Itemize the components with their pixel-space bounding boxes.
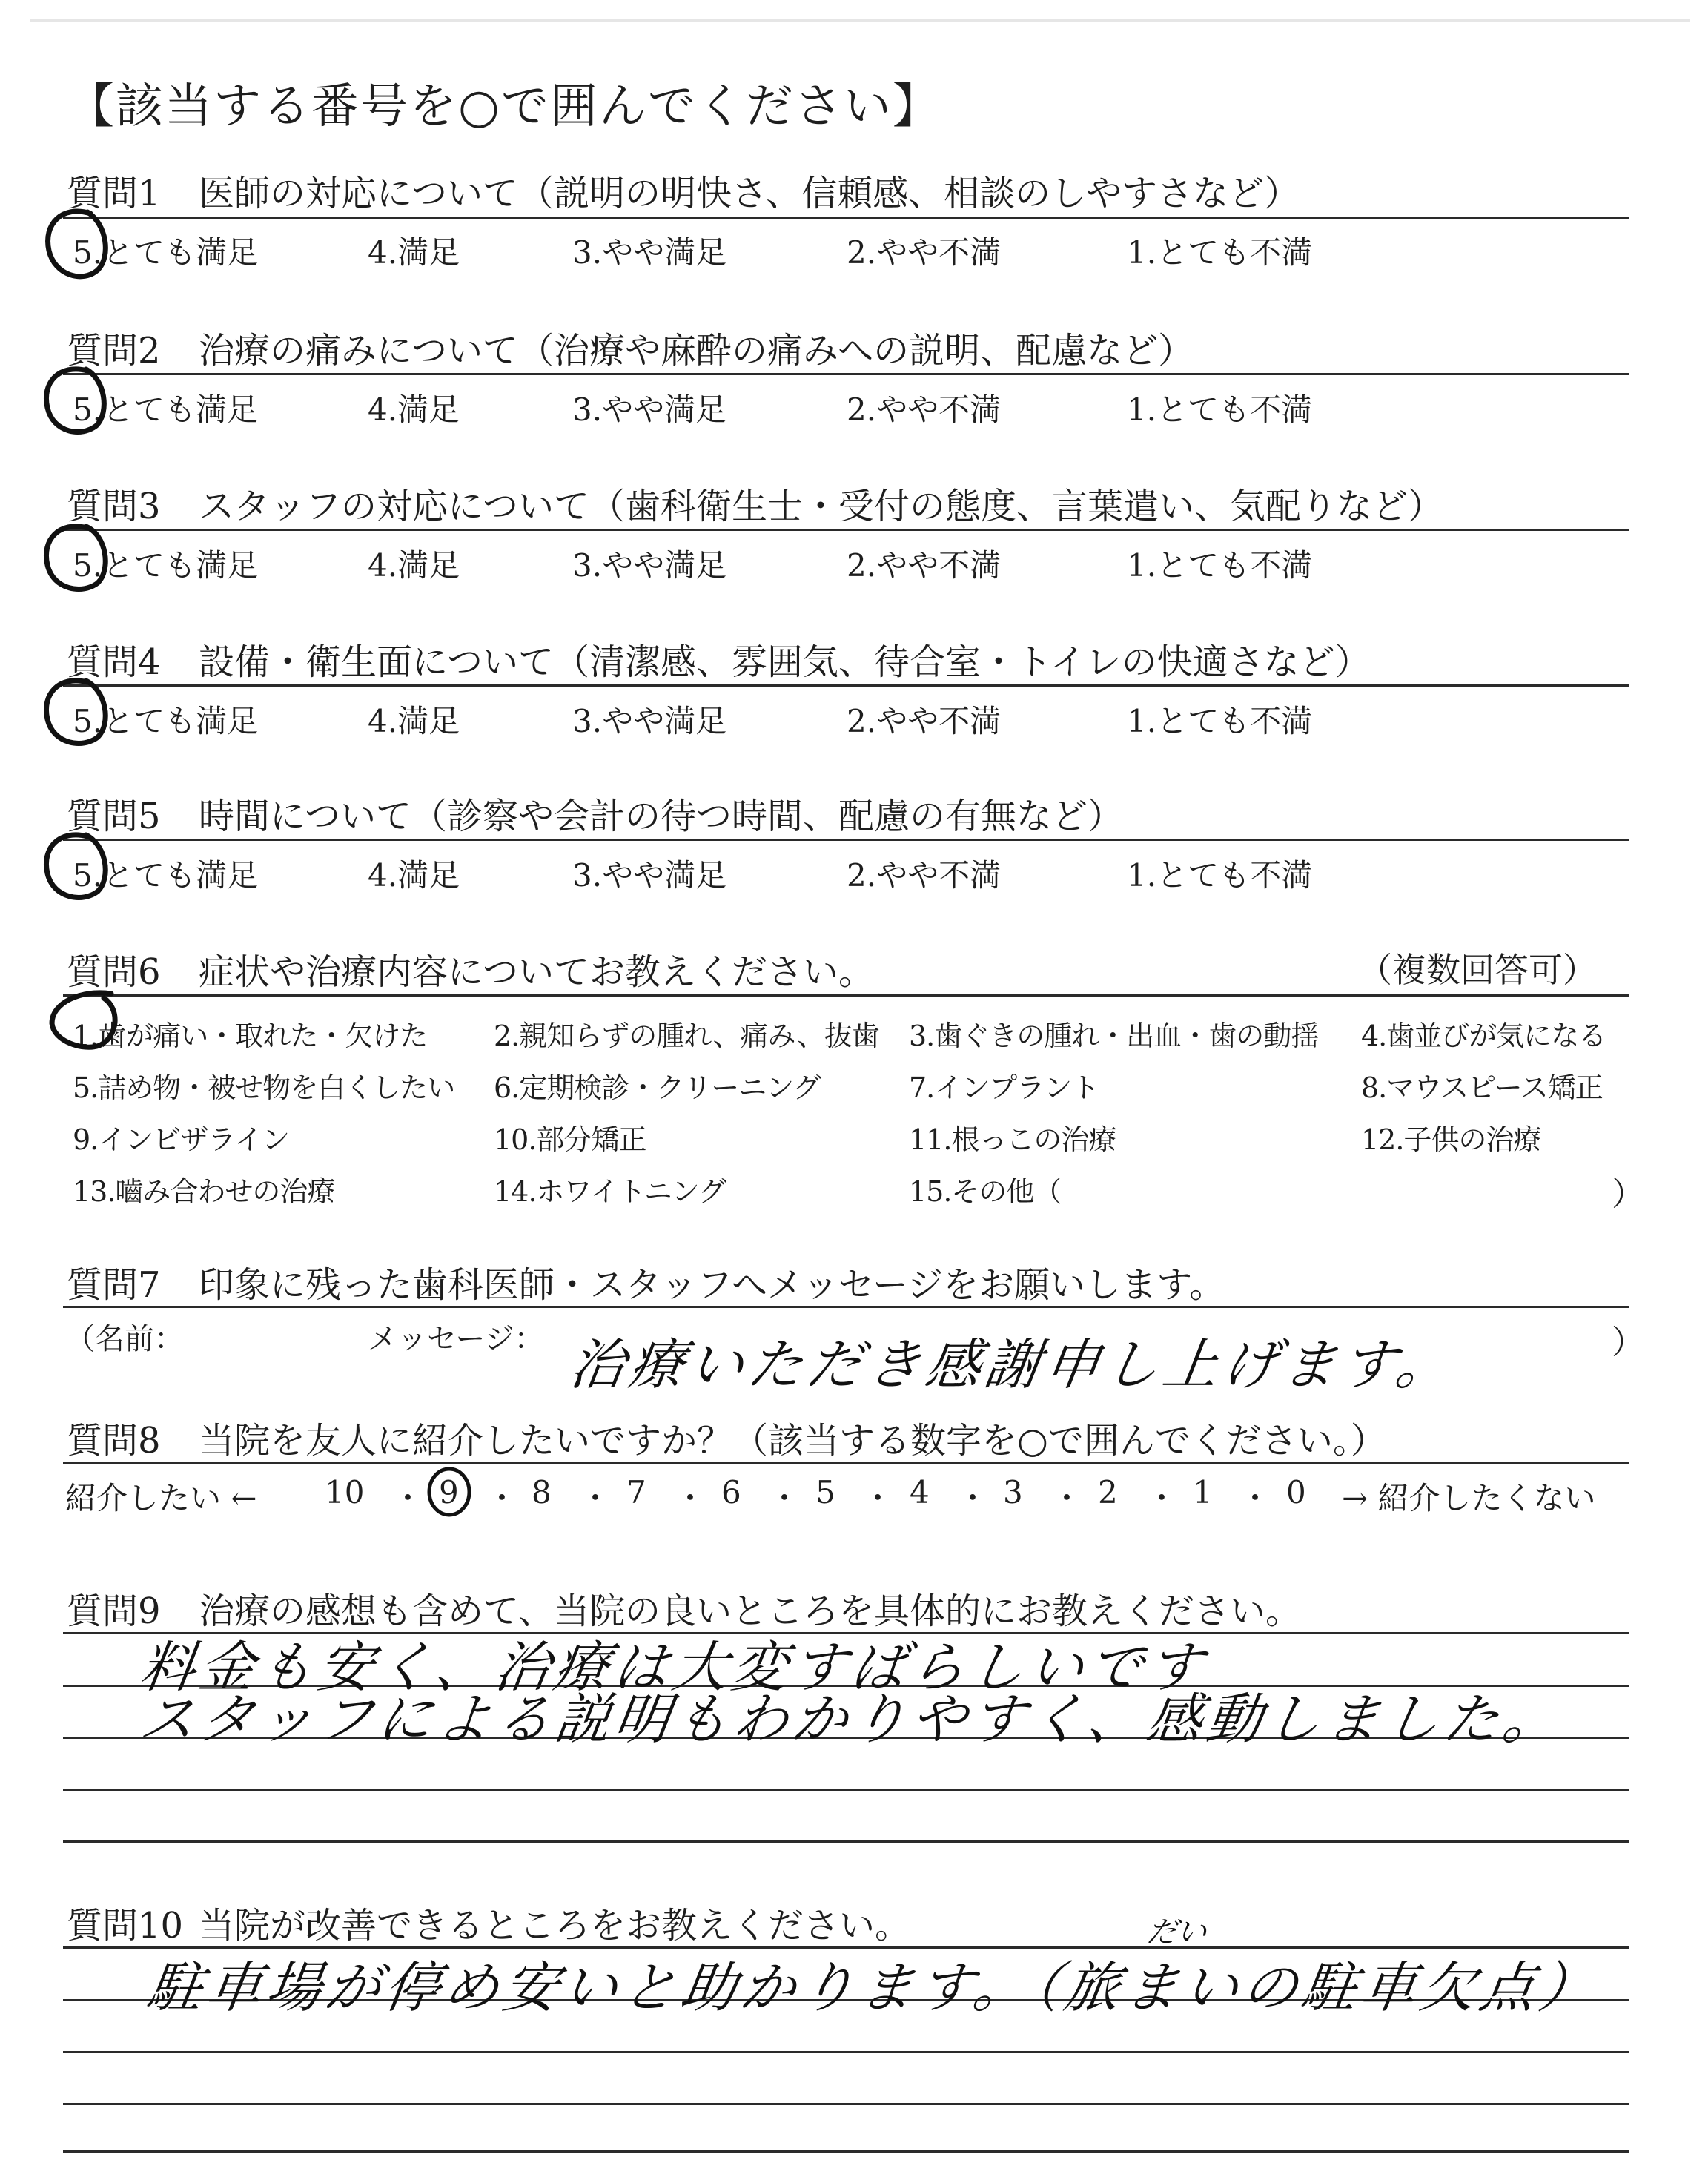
question-5-text: 時間について（診察や会計の待つ時間、配慮の有無など） <box>199 796 1124 837</box>
q3-option-4[interactable]: 4.満足 <box>368 547 460 584</box>
q4-option-5[interactable]: 5.とても満足 <box>73 703 259 739</box>
q8-scale-0[interactable]: 0 <box>1286 1474 1306 1510</box>
question-7-text: 印象に残った歯科医師・スタッフへメッセージをお願いします。 <box>199 1264 1225 1306</box>
q2-option-2[interactable]: 2.やや不満 <box>847 392 1002 428</box>
q8-scale-dot: ・ <box>1239 1480 1271 1516</box>
question-3-text: スタッフの対応について（歯科衛生士・受付の態度、言葉遣い、気配りなど） <box>199 486 1444 527</box>
q1-option-5[interactable]: 5.とても満足 <box>73 234 259 271</box>
question-3-number: 質問3 <box>67 486 161 527</box>
q5-selection-circle <box>46 835 105 898</box>
multiple-answers-note: （複数回答可） <box>1358 950 1597 990</box>
q8-scale-3[interactable]: 3 <box>1003 1474 1023 1510</box>
q6-option-2[interactable]: 2.親知らずの腫れ、痛み、抜歯 <box>494 1020 879 1052</box>
q9-handwritten-line-2[interactable]: スタッフによる説明もわかりやすく、感動しました。 <box>136 1688 1567 1751</box>
form-header: 【該当する番号を○で囲んでください】 <box>67 79 941 134</box>
q8-selection-circle <box>429 1469 469 1515</box>
question-1-text: 医師の対応について（説明の明快さ、信頼感、相談のしやすさなど） <box>199 173 1300 214</box>
q1-option-1[interactable]: 1.とても不満 <box>1127 234 1313 271</box>
q8-scale-2[interactable]: 2 <box>1098 1474 1118 1510</box>
q2-option-3[interactable]: 3.やや満足 <box>572 392 727 428</box>
q6-option-13[interactable]: 13.嚙み合わせの治療 <box>73 1175 335 1208</box>
q6-option-14[interactable]: 14.ホワイトニング <box>494 1175 726 1208</box>
q5-option-3[interactable]: 3.やや満足 <box>572 857 727 894</box>
q6-option-9[interactable]: 9.インビザライン <box>73 1123 290 1156</box>
q6-option-10[interactable]: 10.部分矯正 <box>494 1123 646 1156</box>
q6-option-3[interactable]: 3.歯ぐきの腫れ・出血・歯の動揺 <box>909 1020 1319 1052</box>
question-9-text: 治療の感想も含めて、当院の良いところを具体的にお教えください。 <box>199 1591 1302 1632</box>
q4-option-4[interactable]: 4.満足 <box>368 703 460 739</box>
q6-option-4[interactable]: 4.歯並びが気になる <box>1361 1020 1606 1052</box>
q4-option-2[interactable]: 2.やや不満 <box>847 703 1002 739</box>
question-7-number: 質問7 <box>67 1264 161 1306</box>
question-9-number: 質問9 <box>67 1591 161 1632</box>
q6-selection-circle <box>52 993 115 1047</box>
q6-option-5[interactable]: 5.詰め物・被せ物を白くしたい <box>73 1071 455 1104</box>
q2-option-5[interactable]: 5.とても満足 <box>73 392 259 428</box>
q2-selection-circle <box>46 369 104 432</box>
q3-option-3[interactable]: 3.やや満足 <box>572 547 727 584</box>
question-5-number: 質問5 <box>67 796 161 837</box>
q2-option-1[interactable]: 1.とても不満 <box>1127 392 1313 428</box>
q1-selection-circle <box>48 211 106 277</box>
q8-scale-6[interactable]: 6 <box>721 1474 741 1510</box>
q8-scale-9[interactable]: 9 <box>439 1474 459 1510</box>
q8-scale-dot: ・ <box>486 1480 518 1516</box>
q5-option-5[interactable]: 5.とても満足 <box>73 857 259 894</box>
q8-scale-dot: ・ <box>862 1480 894 1516</box>
q4-option-1[interactable]: 1.とても不満 <box>1127 703 1313 739</box>
question-4-text: 設備・衛生面について（清潔感、雰囲気、待合室・トイレの快適さなど） <box>199 641 1371 683</box>
question-2-text: 治療の痛みについて（治療や麻酔の痛みへの説明、配慮など） <box>199 330 1194 371</box>
q6-option-7[interactable]: 7.インプラント <box>909 1071 1099 1104</box>
q6-option-15[interactable]: 15.その他（ <box>909 1175 1062 1208</box>
question-8-number: 質問8 <box>67 1420 161 1462</box>
question-1-number: 質問1 <box>67 173 161 214</box>
q4-option-3[interactable]: 3.やや満足 <box>572 703 727 739</box>
q10-handwritten-line-1[interactable]: 駐車場が停め安いと助かります。（旅まいの駐車欠点） <box>143 1956 1603 2020</box>
q7-message-label: メッセージ： <box>368 1322 544 1356</box>
q6-option-6[interactable]: 6.定期検診・クリーニング <box>494 1071 821 1104</box>
q1-option-3[interactable]: 3.やや満足 <box>572 234 727 271</box>
q8-scale-4[interactable]: 4 <box>910 1474 930 1510</box>
q8-right-label: → 紹介したくない <box>1342 1480 1596 1516</box>
question-6-text: 症状や治療内容についてお教えください。 <box>199 951 875 993</box>
q5-option-2[interactable]: 2.やや不満 <box>847 857 1002 894</box>
question-10-number: 質問10 <box>67 1905 184 1946</box>
q8-scale-8[interactable]: 8 <box>532 1474 552 1510</box>
q8-scale-dot: ・ <box>675 1480 706 1516</box>
q1-option-2[interactable]: 2.やや不満 <box>847 234 1002 271</box>
question-8-text: 当院を友人に紹介したいですか？（該当する数字を○で囲んでください。） <box>199 1420 1386 1462</box>
q3-option-2[interactable]: 2.やや不満 <box>847 547 1002 584</box>
question-10-text: 当院が改善できるところをお教えください。 <box>199 1905 911 1946</box>
q7-name-label: （名前： <box>65 1322 184 1356</box>
q8-scale-10[interactable]: 10 <box>325 1474 365 1510</box>
q3-selection-circle <box>46 526 105 589</box>
q6-option-8[interactable]: 8.マウスピース矯正 <box>1361 1071 1603 1104</box>
q2-option-4[interactable]: 4.満足 <box>368 392 460 428</box>
q9-handwritten-line-1[interactable]: 料金も安く、治療は大変すばらしいです <box>136 1636 1211 1700</box>
q8-scale-5[interactable]: 5 <box>815 1474 835 1510</box>
q3-option-5[interactable]: 5.とても満足 <box>73 547 259 584</box>
q6-option-11[interactable]: 11.根っこの治療 <box>909 1123 1116 1156</box>
question-6-number: 質問6 <box>67 951 161 993</box>
question-2-number: 質問2 <box>67 330 161 371</box>
q3-option-1[interactable]: 1.とても不満 <box>1127 547 1313 584</box>
q8-scale-dot: ・ <box>1146 1480 1178 1516</box>
q5-option-1[interactable]: 1.とても不満 <box>1127 857 1313 894</box>
q6-other-close-paren: ） <box>1612 1175 1644 1213</box>
q5-option-4[interactable]: 4.満足 <box>368 857 460 894</box>
q1-option-4[interactable]: 4.満足 <box>368 234 460 271</box>
q4-selection-circle <box>46 681 105 744</box>
q8-scale-dot: ・ <box>1051 1480 1083 1516</box>
q7-close-paren: ） <box>1612 1324 1644 1361</box>
q8-scale-7[interactable]: 7 <box>626 1474 646 1510</box>
q8-scale-dot: ・ <box>957 1480 989 1516</box>
q8-left-label: 紹介したい ← <box>65 1480 257 1516</box>
q8-scale-1[interactable]: 1 <box>1193 1474 1213 1510</box>
q7-handwritten-message[interactable]: 治療いただき感謝申し上げます。 <box>566 1333 1460 1397</box>
q6-option-12[interactable]: 12.子供の治療 <box>1361 1123 1541 1156</box>
q6-option-1[interactable]: 1.歯が痛い・取れた・欠けた <box>73 1020 428 1052</box>
question-4-number: 質問4 <box>67 641 161 683</box>
q8-scale-dot: ・ <box>580 1480 612 1516</box>
q10-handwritten-annotation: だい <box>1145 1915 1209 1949</box>
q8-scale-dot: ・ <box>769 1480 801 1516</box>
q8-scale-dot: ・ <box>392 1480 424 1516</box>
